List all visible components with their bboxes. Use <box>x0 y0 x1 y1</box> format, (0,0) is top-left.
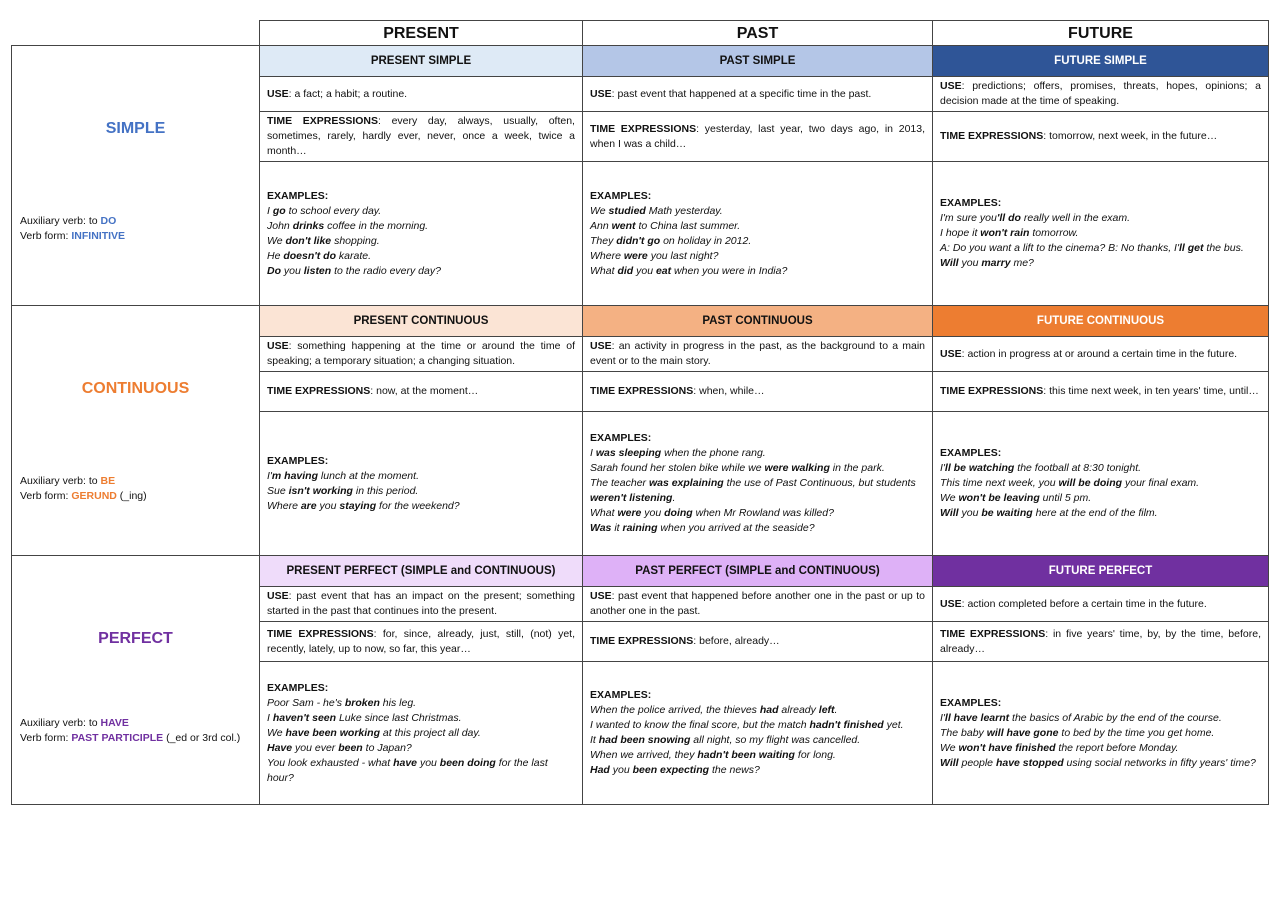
example-sentence <box>940 711 1261 726</box>
example-sentence <box>590 234 925 249</box>
example-text: the report before Monday. <box>1055 741 1179 754</box>
tense-use: USE: action completed before a certain time in the future. <box>933 587 1269 622</box>
example-sentence <box>590 748 925 763</box>
example-text: You look exhausted - what <box>267 756 394 769</box>
example-sentence <box>267 264 575 279</box>
tense-title: PAST SIMPLE <box>583 46 933 77</box>
example-text: really well in the exam. <box>1020 212 1131 224</box>
example-sentence <box>267 711 575 726</box>
example-verb: studied <box>608 204 646 217</box>
example-text: all night, so my flight was cancelled. <box>690 734 861 746</box>
example-text: in the park. <box>829 462 885 474</box>
table-row-perfect-title <box>12 556 1269 587</box>
time-text: when, while… <box>699 385 765 397</box>
example-sentence <box>590 521 925 536</box>
column-header-row <box>12 21 1269 46</box>
tense-examples <box>583 162 933 306</box>
tense-time: TIME EXPRESSIONS: tomorrow, next week, in the future… <box>933 112 1269 162</box>
verb-form-line <box>20 229 125 244</box>
example-text: for long. <box>794 749 836 761</box>
verb-form-label: Verb form: <box>20 230 72 242</box>
example-verb: have been working <box>285 726 381 739</box>
tense-title: PAST PERFECT (SIMPLE and CONTINUOUS) <box>583 556 933 587</box>
example-sentence <box>267 219 575 234</box>
time-text: now, at the moment… <box>376 385 479 397</box>
use-text: predictions; offers, promises, threats, hopes, opinions; a decision made at the time of speaking. <box>940 80 1261 107</box>
example-verb: have stopped <box>995 756 1064 769</box>
example-verb: Will <box>940 756 959 769</box>
example-verb: were <box>617 507 642 519</box>
example-text: the bus. <box>1203 242 1244 254</box>
example-text: I hope it <box>940 227 981 239</box>
use-text: action completed before a certain time in the future. <box>967 597 1207 610</box>
example-sentence <box>267 499 575 514</box>
example-verb: be waiting <box>981 507 1033 519</box>
tense-examples <box>933 662 1269 805</box>
tense-use: USE: predictions; offers, promises, threats, hopes, opinions; a decision made at the time of speaking. <box>933 77 1269 112</box>
use-label: USE <box>590 590 612 602</box>
example-text: karate. <box>336 249 372 262</box>
example-verb: Was <box>590 522 612 534</box>
example-sentence <box>590 264 925 279</box>
example-verb: were <box>623 249 648 262</box>
example-verb: are <box>300 499 317 512</box>
tenses-table <box>11 20 1269 805</box>
time-label: TIME EXPRESSIONS <box>267 115 378 127</box>
example-verb: Do <box>267 264 281 277</box>
example-text: We <box>267 726 286 739</box>
tense-use: USE: an activity in progress in the past, as the background to a main event or to the main story. <box>583 337 933 372</box>
time-label: TIME EXPRESSIONS <box>940 385 1044 397</box>
example-text: you ever <box>292 741 339 754</box>
use-label: USE <box>267 340 289 352</box>
tense-title: FUTURE SIMPLE <box>933 46 1269 77</box>
examples-label: EXAMPLES: <box>267 454 329 467</box>
example-sentence <box>590 219 925 234</box>
example-verb: hadn't finished <box>809 719 884 731</box>
example-text: Poor Sam - he's <box>267 696 345 709</box>
use-text: a fact; a habit; a routine. <box>294 87 408 100</box>
tense-title: PRESENT CONTINUOUS <box>260 306 583 337</box>
example-text: to the radio every day? <box>331 264 441 277</box>
example-verb: was sleeping <box>595 447 662 459</box>
example-sentence <box>590 703 925 718</box>
example-verb: drinks <box>292 219 325 232</box>
example-text: I' <box>267 469 272 482</box>
example-verb: had been snowing <box>598 734 691 746</box>
tense-examples <box>260 412 583 556</box>
tense-time: TIME EXPRESSIONS: this time next week, in ten years' time, until… <box>933 372 1269 412</box>
example-text: We <box>267 234 286 247</box>
example-verb: listen <box>303 264 332 277</box>
tense-examples <box>260 662 583 805</box>
tense-time: TIME EXPRESSIONS: now, at the moment… <box>260 372 583 412</box>
example-sentence <box>267 204 575 219</box>
auxiliary-label: Auxiliary verb: to <box>20 475 101 487</box>
example-sentence <box>940 756 1261 771</box>
use-label: USE <box>267 87 289 100</box>
use-label: USE <box>940 597 962 610</box>
example-verb: will be doing <box>1058 477 1123 489</box>
example-verb: isn't working <box>288 484 353 497</box>
time-text: for, since, already, just, still, (not) yet, recently, lately, up to now, so far, this year… <box>267 627 575 655</box>
tense-time: TIME EXPRESSIONS: in five years' time, by, by the time, before, already… <box>933 622 1269 662</box>
example-text: Ann <box>590 219 612 232</box>
auxiliary-value: HAVE <box>100 717 129 729</box>
use-text: past event that happened at a specific time in the past. <box>617 87 872 100</box>
example-text: A: Do you want a lift to the cinema? B: No thanks, I' <box>940 242 1179 254</box>
auxiliary-value: DO <box>100 215 117 227</box>
verb-form-line <box>20 731 240 746</box>
example-sentence <box>267 726 575 741</box>
example-text: to bed by the time you get home. <box>1058 726 1215 739</box>
example-text: you <box>609 764 633 776</box>
example-text: you <box>641 507 665 519</box>
example-text: This time next week, you <box>940 477 1059 489</box>
example-text: . <box>834 704 838 716</box>
time-label: TIME EXPRESSIONS <box>590 122 697 135</box>
tense-title: FUTURE PERFECT <box>933 556 1269 587</box>
example-text: to school every day. <box>285 204 382 217</box>
examples-label: EXAMPLES: <box>590 432 652 444</box>
example-text: What <box>590 507 618 519</box>
examples-label: EXAMPLES: <box>590 189 652 202</box>
row-name: CONTINUOUS <box>81 380 190 397</box>
example-verb: were walking <box>764 462 830 474</box>
tense-examples <box>933 412 1269 556</box>
example-verb: Will <box>940 257 959 269</box>
auxiliary-verb-line <box>20 474 147 489</box>
time-label: TIME EXPRESSIONS <box>940 130 1044 142</box>
use-text: something happening at the time or around the time of speaking; a temporary situation; a changing situation. <box>267 340 575 367</box>
example-sentence <box>590 476 925 506</box>
example-verb: ll get <box>1178 242 1204 254</box>
tense-time: TIME EXPRESSIONS: yesterday, last year, two days ago, in 2013, when I was a child… <box>583 112 933 162</box>
example-sentence <box>267 484 575 499</box>
example-text: you <box>316 499 340 512</box>
example-verb: Had <box>590 764 610 776</box>
example-sentence <box>940 726 1261 741</box>
use-label: USE <box>940 347 962 360</box>
example-sentence <box>940 476 1261 491</box>
example-verb: had <box>759 704 779 716</box>
example-text: I' <box>940 462 945 474</box>
examples-label: EXAMPLES: <box>267 189 329 202</box>
use-label: USE <box>590 340 612 352</box>
auxiliary-label: Auxiliary verb: to <box>20 717 101 729</box>
time-label: TIME EXPRESSIONS <box>267 627 374 640</box>
example-text: coffee in the morning. <box>324 219 429 232</box>
auxiliary-info <box>20 214 125 244</box>
example-sentence <box>940 491 1261 506</box>
example-text: you <box>958 507 982 519</box>
example-verb: been doing <box>439 756 496 769</box>
example-text: for the last hour? <box>267 756 548 784</box>
example-text: lunch at the moment. <box>318 469 419 482</box>
example-text: when you arrived at the seaside? <box>657 522 815 534</box>
example-text: in this period. <box>352 484 419 497</box>
tense-use: USE: action in progress at or around a certain time in the future. <box>933 337 1269 372</box>
example-text: the use of Past Continuous, but students <box>723 477 916 489</box>
example-text: I' <box>940 711 945 724</box>
use-label: USE <box>590 87 612 100</box>
example-text: yet. <box>883 719 904 731</box>
use-text: past event that happened before another one in the past or up to another one in the past. <box>590 590 925 617</box>
example-text: to China last summer. <box>635 219 741 232</box>
tense-use: USE: something happening at the time or around the time of speaking; a temporary situation; a changing situation. <box>260 337 583 372</box>
example-text: here at the end of the film. <box>1032 507 1158 519</box>
example-verb: Have <box>267 741 293 754</box>
example-sentence <box>940 461 1261 476</box>
use-text: past event that has an impact on the present; something started in the past that continues into the present. <box>267 590 575 617</box>
example-text: We <box>940 741 959 754</box>
example-sentence <box>940 256 1261 271</box>
example-text: Sue <box>267 484 289 497</box>
auxiliary-info <box>20 474 147 504</box>
verb-form-line <box>20 489 147 504</box>
example-sentence <box>590 249 925 264</box>
auxiliary-info <box>20 716 240 746</box>
example-sentence <box>267 469 575 484</box>
example-verb: won't be leaving <box>958 492 1040 504</box>
use-text: action in progress at or around a certain time in the future. <box>967 347 1238 360</box>
time-text: tomorrow, next week, in the future… <box>1049 130 1218 142</box>
use-text: an activity in progress in the past, as the background to a main event or to the main story. <box>590 340 925 367</box>
example-text: It <box>590 734 599 746</box>
example-verb: don't like <box>285 234 332 247</box>
example-text: when Mr Rowland was killed? <box>692 507 834 519</box>
example-verb: broken <box>344 696 380 709</box>
example-text: Sarah found her stolen bike while we <box>590 462 765 474</box>
example-sentence <box>590 718 925 733</box>
example-text: He <box>267 249 284 262</box>
example-text: John <box>267 219 293 232</box>
example-sentence <box>267 756 575 786</box>
tense-title: PRESENT SIMPLE <box>260 46 583 77</box>
example-verb: didn't go <box>616 234 661 247</box>
tense-time: TIME EXPRESSIONS: for, since, already, just, still, (not) yet, recently, lately, up to now, so far, this year… <box>260 622 583 662</box>
tense-examples <box>583 662 933 805</box>
examples-label: EXAMPLES: <box>267 681 329 694</box>
example-text: the basics of Arabic by the end of the course. <box>1009 711 1222 724</box>
example-sentence <box>940 226 1261 241</box>
verb-form-value: PAST PARTICIPLE <box>71 732 164 744</box>
example-sentence <box>940 211 1261 226</box>
verb-form-value: GERUND <box>71 490 117 502</box>
example-sentence <box>940 741 1261 756</box>
example-text: the news? <box>709 764 760 776</box>
example-text: you <box>958 257 982 269</box>
example-text: until 5 pm. <box>1039 492 1092 504</box>
example-text: the football at 8:30 tonight. <box>1014 462 1142 474</box>
tense-use: USE: past event that happened before another one in the past or up to another one in the past. <box>583 587 933 622</box>
example-text: his leg. <box>379 696 417 709</box>
time-label: TIME EXPRESSIONS <box>590 385 694 397</box>
time-text: in five years' time, by, by the time, before, already… <box>940 627 1261 655</box>
example-text: What <box>590 264 618 277</box>
example-text: you <box>417 756 440 769</box>
example-text: you <box>281 264 304 277</box>
example-text: When the police arrived, the thieves <box>590 704 760 716</box>
example-verb: been expecting <box>632 764 710 776</box>
table-row-continuous-title <box>12 306 1269 337</box>
time-label: TIME EXPRESSIONS <box>590 635 694 647</box>
example-text: . <box>672 492 676 504</box>
column-header-present: PRESENT <box>260 21 583 46</box>
example-text: I wanted to know the final score, but the match <box>590 719 810 731</box>
example-text: for the weekend? <box>376 499 460 512</box>
example-text: I <box>267 711 273 724</box>
example-verb: was explaining <box>648 477 724 489</box>
example-sentence <box>267 741 575 756</box>
corner-cell <box>12 21 260 46</box>
example-text: on holiday in 2012. <box>660 234 752 247</box>
example-sentence <box>590 763 925 778</box>
example-verb: will have gone <box>986 726 1059 739</box>
example-text: The baby <box>940 726 987 739</box>
example-verb: hadn't been waiting <box>697 749 795 761</box>
example-verb: 'll do <box>996 212 1021 224</box>
tense-examples <box>933 162 1269 306</box>
example-text: We <box>940 492 959 504</box>
example-text: it <box>611 522 623 534</box>
column-header-future: FUTURE <box>933 21 1269 46</box>
example-sentence <box>940 241 1261 256</box>
example-verb: go <box>272 204 286 217</box>
example-text: Math yesterday. <box>645 204 723 217</box>
tense-examples <box>583 412 933 556</box>
example-verb: haven't seen <box>272 711 337 724</box>
auxiliary-verb-line <box>20 214 125 229</box>
auxiliary-value: BE <box>100 475 116 487</box>
examples-label: EXAMPLES: <box>940 447 1002 459</box>
time-text: before, already… <box>699 635 780 647</box>
column-header-past: PAST <box>583 21 933 46</box>
use-label: USE <box>940 80 962 92</box>
use-label: USE <box>267 590 289 602</box>
verb-form-label: Verb form: <box>20 732 72 744</box>
tense-title: PRESENT PERFECT (SIMPLE and CONTINUOUS) <box>260 556 583 587</box>
example-verb: m having <box>271 469 319 482</box>
example-verb: weren't listening <box>590 492 673 504</box>
row-label-simple <box>12 46 260 306</box>
example-verb: doesn't do <box>283 249 337 262</box>
example-sentence <box>590 204 925 219</box>
table-row-simple-title <box>12 46 1269 77</box>
example-text: using social networks in fifty years' time? <box>1063 756 1256 769</box>
time-text: every day, always, usually, often, sometimes, rarely, hardly ever, never, once a week, twice a month… <box>267 115 575 157</box>
example-sentence <box>590 461 925 476</box>
tense-time: TIME EXPRESSIONS: before, already… <box>583 622 933 662</box>
example-sentence <box>267 696 575 711</box>
example-text: when you were in India? <box>671 264 788 277</box>
example-verb: did <box>617 264 634 277</box>
example-text: people <box>958 756 996 769</box>
example-text: I'm sure you <box>940 212 997 224</box>
example-text: Luke since last Christmas. <box>336 711 462 724</box>
example-text: I <box>267 204 273 217</box>
tense-examples <box>260 162 583 306</box>
example-sentence <box>267 249 575 264</box>
example-verb: Will <box>940 507 959 519</box>
tense-time: TIME EXPRESSIONS: every day, always, usually, often, sometimes, rarely, hardly ever, never, once a week, twice a month… <box>260 112 583 162</box>
example-text: We <box>590 204 609 217</box>
example-verb: went <box>611 219 636 232</box>
verb-form-suffix: (_ing) <box>116 490 147 502</box>
verb-form-suffix: (_ed or 3rd col.) <box>163 732 241 744</box>
example-text: tomorrow. <box>1029 227 1079 239</box>
tense-use: USE: past event that happened at a specific time in the past. <box>583 77 933 112</box>
verb-form-value: INFINITIVE <box>71 230 126 242</box>
tense-use: USE: past event that has an impact on the present; something started in the past that continues into the present. <box>260 587 583 622</box>
example-text: shopping. <box>331 234 380 247</box>
tense-title: PAST CONTINUOUS <box>583 306 933 337</box>
tense-title: FUTURE CONTINUOUS <box>933 306 1269 337</box>
time-text: this time next week, in ten years' time, until… <box>1049 385 1259 397</box>
example-sentence <box>590 506 925 521</box>
example-verb: staying <box>339 499 377 512</box>
example-verb: ll have learnt <box>944 711 1010 724</box>
example-verb: ll be watching <box>944 462 1015 474</box>
example-sentence <box>590 446 925 461</box>
example-text: your final exam. <box>1122 477 1200 489</box>
example-text: already <box>778 704 819 716</box>
example-text: when the phone rang. <box>661 447 766 459</box>
row-name: PERFECT <box>98 630 173 647</box>
auxiliary-verb-line <box>20 716 240 731</box>
row-name: SIMPLE <box>105 120 166 137</box>
example-text: you last night? <box>647 249 719 262</box>
example-text: you <box>633 264 656 277</box>
example-sentence <box>590 733 925 748</box>
example-text: at this project all day. <box>380 726 481 739</box>
example-text: They <box>590 234 617 247</box>
example-verb: raining <box>622 522 658 534</box>
example-verb: been <box>338 741 363 754</box>
auxiliary-label: Auxiliary verb: to <box>20 215 101 227</box>
time-label: TIME EXPRESSIONS <box>267 385 371 397</box>
time-label: TIME EXPRESSIONS <box>940 627 1046 640</box>
example-text: to Japan? <box>362 741 412 754</box>
examples-label: EXAMPLES: <box>940 696 1002 709</box>
example-verb: won't rain <box>980 227 1030 239</box>
example-sentence <box>267 234 575 249</box>
example-verb: marry <box>981 257 1011 269</box>
example-text: I <box>590 447 596 459</box>
examples-label: EXAMPLES: <box>590 689 652 701</box>
example-verb: eat <box>655 264 672 277</box>
example-verb: have <box>393 756 418 769</box>
example-text: The teacher <box>590 477 649 489</box>
example-verb: won't have finished <box>958 741 1056 754</box>
example-sentence <box>940 506 1261 521</box>
verb-form-label: Verb form: <box>20 490 72 502</box>
example-text: Where <box>590 249 624 262</box>
example-text: Where <box>267 499 301 512</box>
tense-time: TIME EXPRESSIONS: when, while… <box>583 372 933 412</box>
example-verb: doing <box>664 507 693 519</box>
example-verb: left <box>818 704 835 716</box>
row-label-perfect <box>12 556 260 805</box>
tense-use: USE: a fact; a habit; a routine. <box>260 77 583 112</box>
example-text: When we arrived, they <box>590 749 698 761</box>
time-text: yesterday, last year, two days ago, in 2013, when I was a child… <box>590 122 926 150</box>
example-text: me? <box>1010 257 1034 269</box>
row-label-continuous <box>12 306 260 556</box>
examples-label: EXAMPLES: <box>940 197 1002 209</box>
